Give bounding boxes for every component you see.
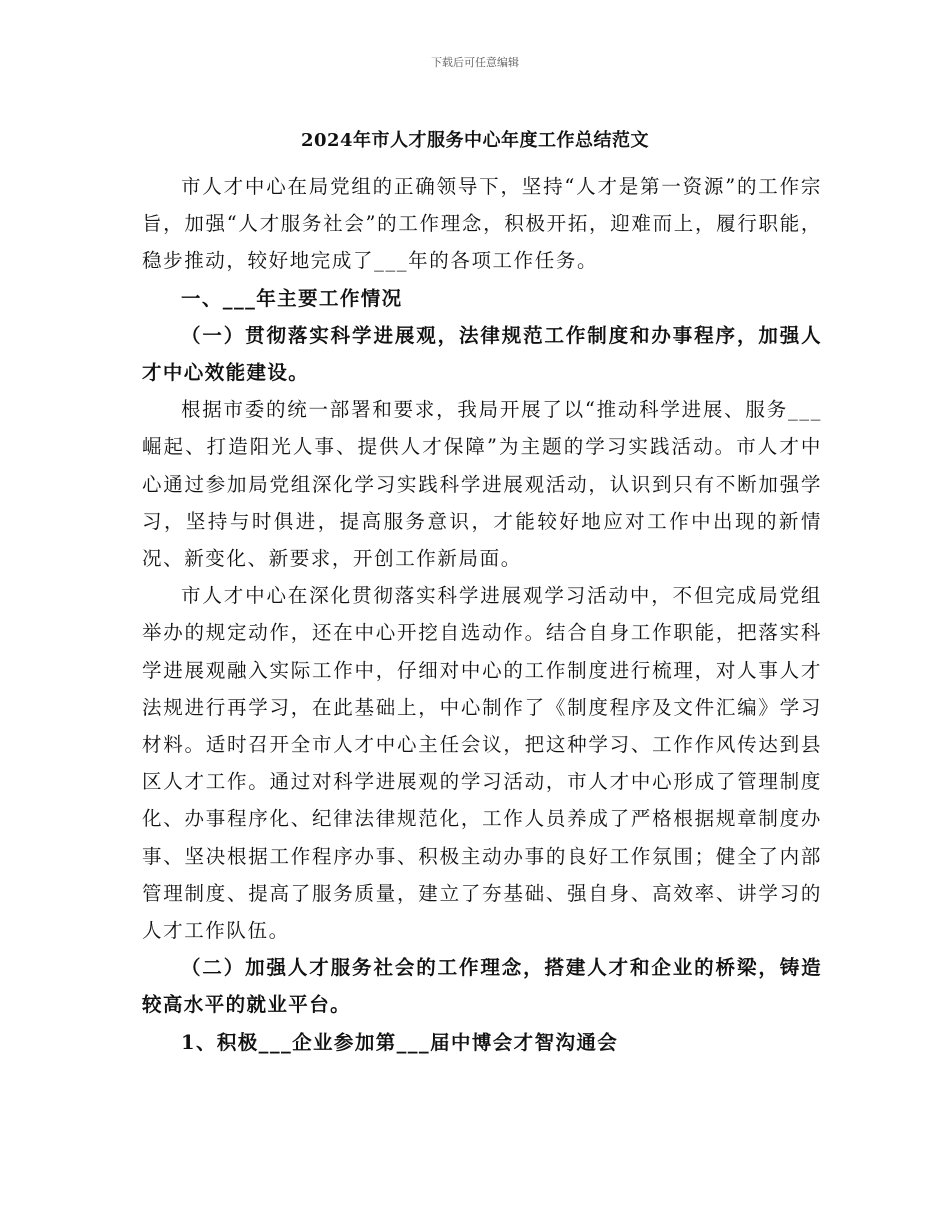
document-body	[142, 168, 822, 1061]
paragraph-intro: 市人才中心在局党组的正确领导下，坚持“人才是第一资源”的工作宗旨，加强“人才服务社会”的工作理念，积极开拓，迎难而上，履行职能，稳步推动，较好地完成了___年的各项工作任务。	[142, 175, 822, 273]
paragraph-study-activity: 根据市委的统一部署和要求，我局开展了以“推动科学进展、服务___崛起、打造阳光人事、提供人才保障”为主题的学习实践活动。市人才中心通过参加局党组深化学习实践科学进展观活动，认识到只有不断加强学习，坚持与时俱进，提高服务意识，才能较好地应对工作中出现的新情况、新变化、新要求，开创工作新局面。	[142, 398, 822, 571]
subsection-heading-1: （一）贯彻落实科学进展观，法律规范工作制度和办事程序，加强人才中心效能建设。	[142, 323, 822, 385]
paragraph-implementation: 市人才中心在深化贯彻落实科学进展观学习活动中，不但完成局党组举办的规定动作，还在中心开挖自选动作。结合自身工作职能，把落实科学进展观融入实际工作中，仔细对中心的工作制度进行梳理，对人事人才法规进行再学习，在此基础上，中心制作了《制度程序及文件汇编》学习材料。适时召开全市人才中心主任会议，把这种学习、工作作风传达到县区人才工作。通过对科学进展观的学习活动，市人才中心形成了管理制度化、办事程序化、纪律法律规范化，工作人员养成了严格根据规章制度办事、坚决根据工作程序办事、积极主动办事的良好工作氛围；健全了内部管理制度、提高了服务质量，建立了夯基础、强自身、高效率、讲学习的人才工作队伍。	[142, 584, 822, 943]
subsection-heading-2: （二）加强人才服务社会的工作理念，搭建人才和企业的桥梁，铸造较高水平的就业平台。	[142, 956, 822, 1017]
header-note: 下载后可任意编辑	[431, 56, 519, 69]
section-heading-1: 一、___年主要工作情况	[181, 286, 403, 310]
document-title: 2024年市人才服务中心年度工作总结范文	[300, 130, 650, 151]
item-heading-1: 1、积极___企业参加第___届中博会才智沟通会	[181, 1030, 619, 1054]
